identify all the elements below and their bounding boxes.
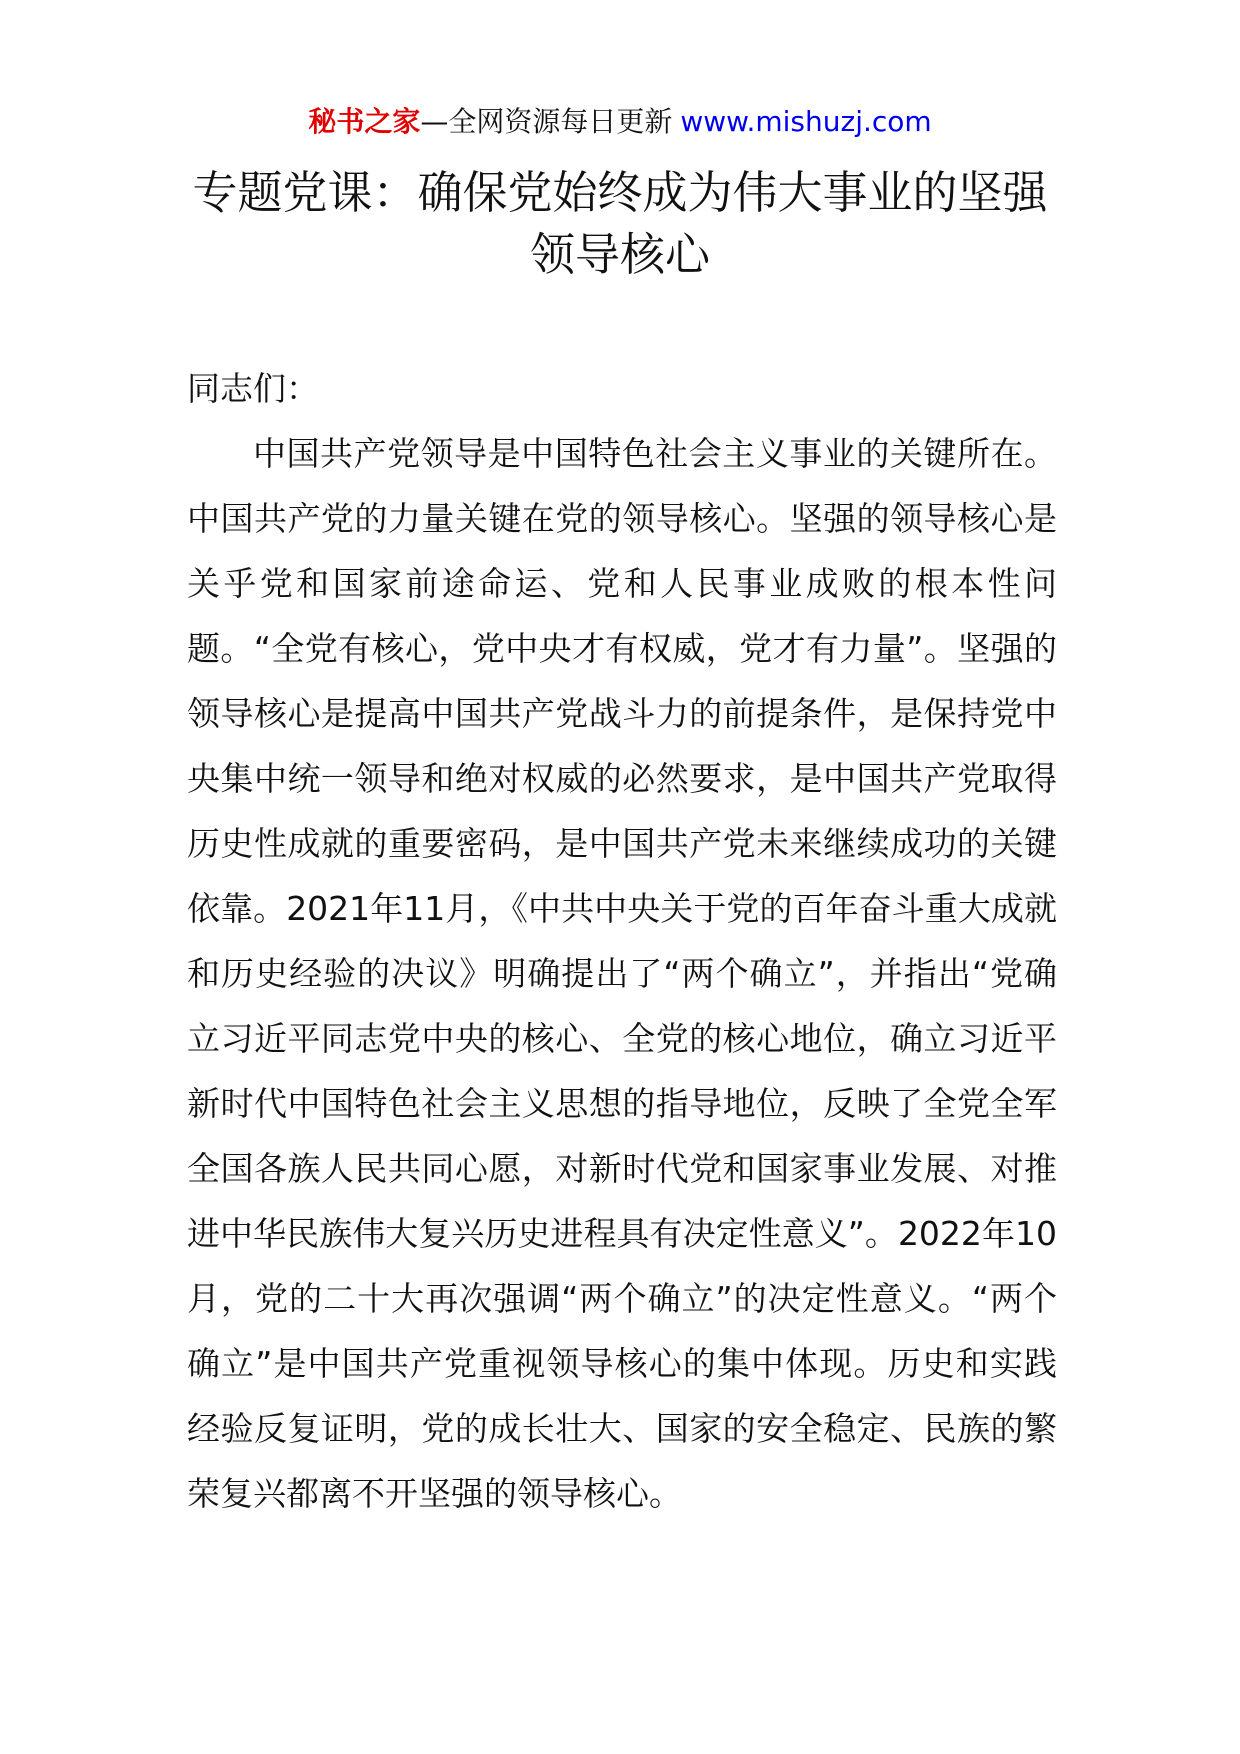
body-paragraph: 中国共产党领导是中国特色社会主义事业的关键所在。中国共产党的力量关键在党的领导核心。坚强的领导核心是关乎党和国家前途命运、党和人民事业成败的根本性问题。“全党有核心，党中央才有权威，党才有力量”。坚强的领导核心是提高中国共产党战斗力的前提条件，是保持党中央集中统一领导和绝对权威的必然要求，是中国共产党取得历史性成就的重要密码，是中国共产党未来继续成功的关键依靠。2021年11月，《中共中央关于党的百年奋斗重大成就和历史经验的决议》明确提出了“两个确立”，并指出“党确立习近平同志党中央的核心、全党的核心地位，确立习近平新时代中国特色社会主义思想的指导地位，反映了全党全军全国各族人民共同心愿，对新时代党和国家事业发展、对推进中华民族伟大复兴历史进程具有决定性意义”。2022年10月，党的二十大再次强调“两个确立”的决定性意义。“两个确立”是中国共产党重视领导核心的集中体现。历史和实践经验反复证明，党的成长壮大、国家的安全稳定、民族的繁荣复兴都离不开坚强的领导核心。 [187, 434, 1057, 1513]
site-slogan: —全网资源每日更新 [420, 105, 673, 138]
salutation: 同志们： [187, 369, 319, 408]
site-brand: 秘书之家 [308, 105, 421, 138]
site-header [0, 102, 1240, 142]
document-title: 专题党课：确保党始终成为伟大事业的坚强领导核心 [192, 166, 1048, 281]
document-body [187, 356, 1057, 1526]
site-url-link[interactable]: www.mishuzj.com [680, 105, 932, 138]
